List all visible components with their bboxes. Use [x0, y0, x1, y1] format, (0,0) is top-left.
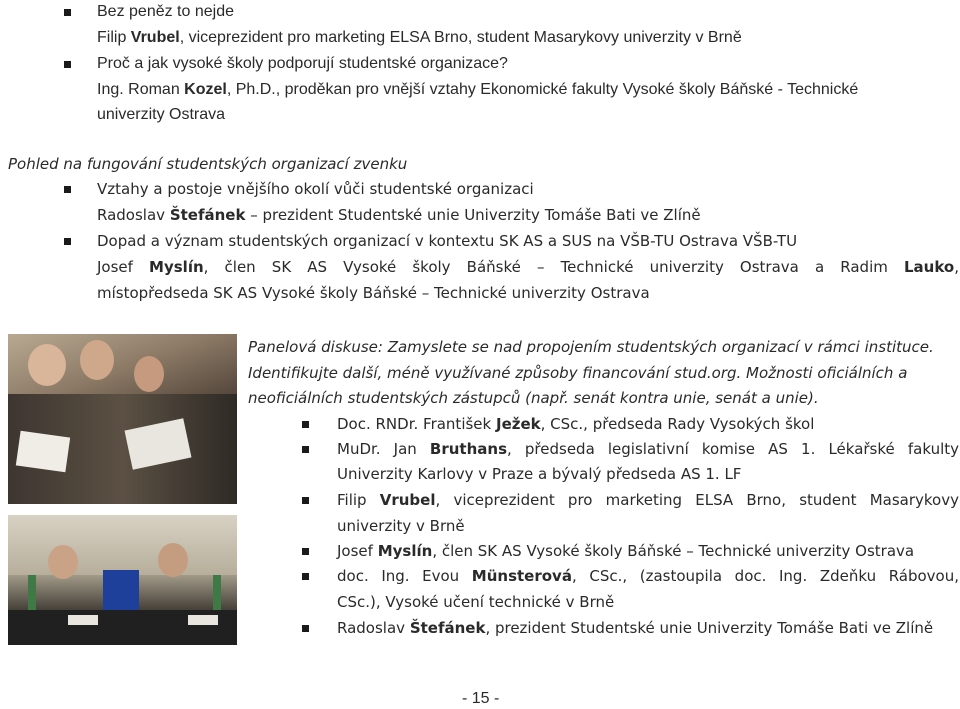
- panelist-role: , CSc., (zastoupila doc. Ing. Zdeňku Rábovou,: [571, 567, 960, 585]
- speaker-prefix: Ing. Roman: [97, 81, 185, 98]
- bullet-marker: [302, 548, 309, 555]
- panelist: [337, 491, 959, 509]
- bullet-marker: [64, 9, 71, 16]
- page-number: - 15 -: [462, 690, 500, 707]
- panelist-prefix: MuDr. Jan: [337, 440, 430, 458]
- agenda-item-title: Bez peněz to nejde: [97, 3, 234, 20]
- panelist-prefix: Radoslav: [337, 619, 410, 637]
- bullet-marker: [302, 625, 309, 632]
- speaker-line: [97, 206, 701, 224]
- bullet-marker: [64, 61, 71, 68]
- panelist-role: , CSc., předseda Rady Vysokých škol: [540, 415, 815, 433]
- section-heading: Pohled na fungování studentských organizací zvenku: [8, 155, 408, 173]
- panelist-name: Ježek: [495, 415, 541, 433]
- agenda-item-title: Proč a jak vysoké školy podporují studentské organizace?: [97, 55, 508, 72]
- bullet-marker: [302, 421, 309, 428]
- conference-photo-panel: [8, 515, 237, 645]
- panelist-role-continued: CSc.), Vysoké učení technické v Brně: [337, 593, 615, 611]
- bullet-marker: [64, 238, 71, 245]
- speaker-prefix: Radoslav: [97, 206, 170, 224]
- panelist-name: Myslín: [377, 542, 433, 560]
- panelist: [337, 567, 959, 585]
- speaker-role-continued: univerzity Ostrava: [97, 106, 226, 123]
- panelist: [337, 415, 814, 433]
- conference-photo-audience: [8, 334, 237, 504]
- bullet-marker: [302, 446, 309, 453]
- panelist-role-continued: univerzity v Brně: [337, 517, 465, 535]
- speaker-name: Kozel: [184, 81, 227, 98]
- panelist-name: Münsterová: [471, 567, 572, 585]
- panelist-role-continued: Univerzity Karlovy v Praze a bývalý předseda AS 1. LF: [337, 465, 742, 483]
- panelist-prefix: doc. Ing. Evou: [337, 567, 472, 585]
- panelist-prefix: Filip: [337, 491, 380, 509]
- speaker-name: Myslín: [149, 258, 204, 276]
- punctuation: ,: [954, 258, 959, 276]
- speaker-line: [97, 258, 959, 276]
- panelist: [337, 440, 959, 458]
- panelist-role: , člen SK AS Vysoké školy Báňské – Technické univerzity Ostrava: [432, 542, 915, 560]
- agenda-item-title: Vztahy a postoje vnějšího okolí vůči studentské organizaci: [97, 180, 534, 198]
- speaker-role: , Ph.D., proděkan pro vnější vztahy Ekonomické fakulty Vysoké školy Báňské - Technické: [226, 81, 859, 98]
- panelist-role: , prezident Studentské unie Univerzity Tomáše Bati ve Zlíně: [485, 619, 934, 637]
- speaker-role: , člen SK AS Vysoké školy Báňské – Technické univerzity Ostrava a Radim: [203, 258, 904, 276]
- speaker-name: Vrubel: [130, 29, 180, 46]
- bullet-marker: [64, 186, 71, 193]
- panel-intro-line-1: Panelová diskuse: Zamyslete se nad propojením studentských organizací v rámci instituce.: [248, 338, 934, 356]
- speaker-prefix: Filip: [97, 29, 131, 46]
- speaker-role: – prezident Studentské unie Univerzity Tomáše Bati ve Zlíně: [245, 206, 701, 224]
- panelist: [337, 542, 914, 560]
- bullet-marker: [302, 573, 309, 580]
- speaker-prefix: Josef: [97, 258, 150, 276]
- speaker-role: , viceprezident pro marketing ELSA Brno, student Masarykovy univerzity v Brně: [179, 29, 742, 46]
- panelist-role: , viceprezident pro marketing ELSA Brno, student Masarykovy: [435, 491, 959, 509]
- panelist: [337, 619, 933, 637]
- speaker-line: [97, 81, 858, 99]
- panelist-prefix: Josef: [337, 542, 378, 560]
- speaker-line: [97, 29, 742, 47]
- bullet-marker: [302, 497, 309, 504]
- speaker-name: Štefánek: [169, 206, 246, 224]
- panelist-name: Štefánek: [409, 619, 486, 637]
- speaker-name: Lauko: [903, 258, 955, 276]
- agenda-item-title: Dopad a význam studentských organizací v kontextu SK AS a SUS na VŠB-TU Ostrava VŠB-TU: [97, 232, 798, 250]
- panelist-role: , předseda legislativní komise AS 1. Lékařské fakulty: [507, 440, 960, 458]
- speaker-role-continued: místopředseda SK AS Vysoké školy Báňské – Technické univerzity Ostrava: [97, 284, 650, 302]
- panel-intro-line-3: neoficiálních studentských zástupců (např. senát kontra unie, senát a unie).: [248, 389, 819, 407]
- panelist-name: Vrubel: [379, 491, 436, 509]
- panelist-name: Bruthans: [429, 440, 508, 458]
- panel-intro-line-2: Identifikujte další, méně využívané způsoby financování stud.org. Možnosti oficiálních a: [248, 364, 908, 382]
- panelist-prefix: Doc. RNDr. František: [337, 415, 496, 433]
